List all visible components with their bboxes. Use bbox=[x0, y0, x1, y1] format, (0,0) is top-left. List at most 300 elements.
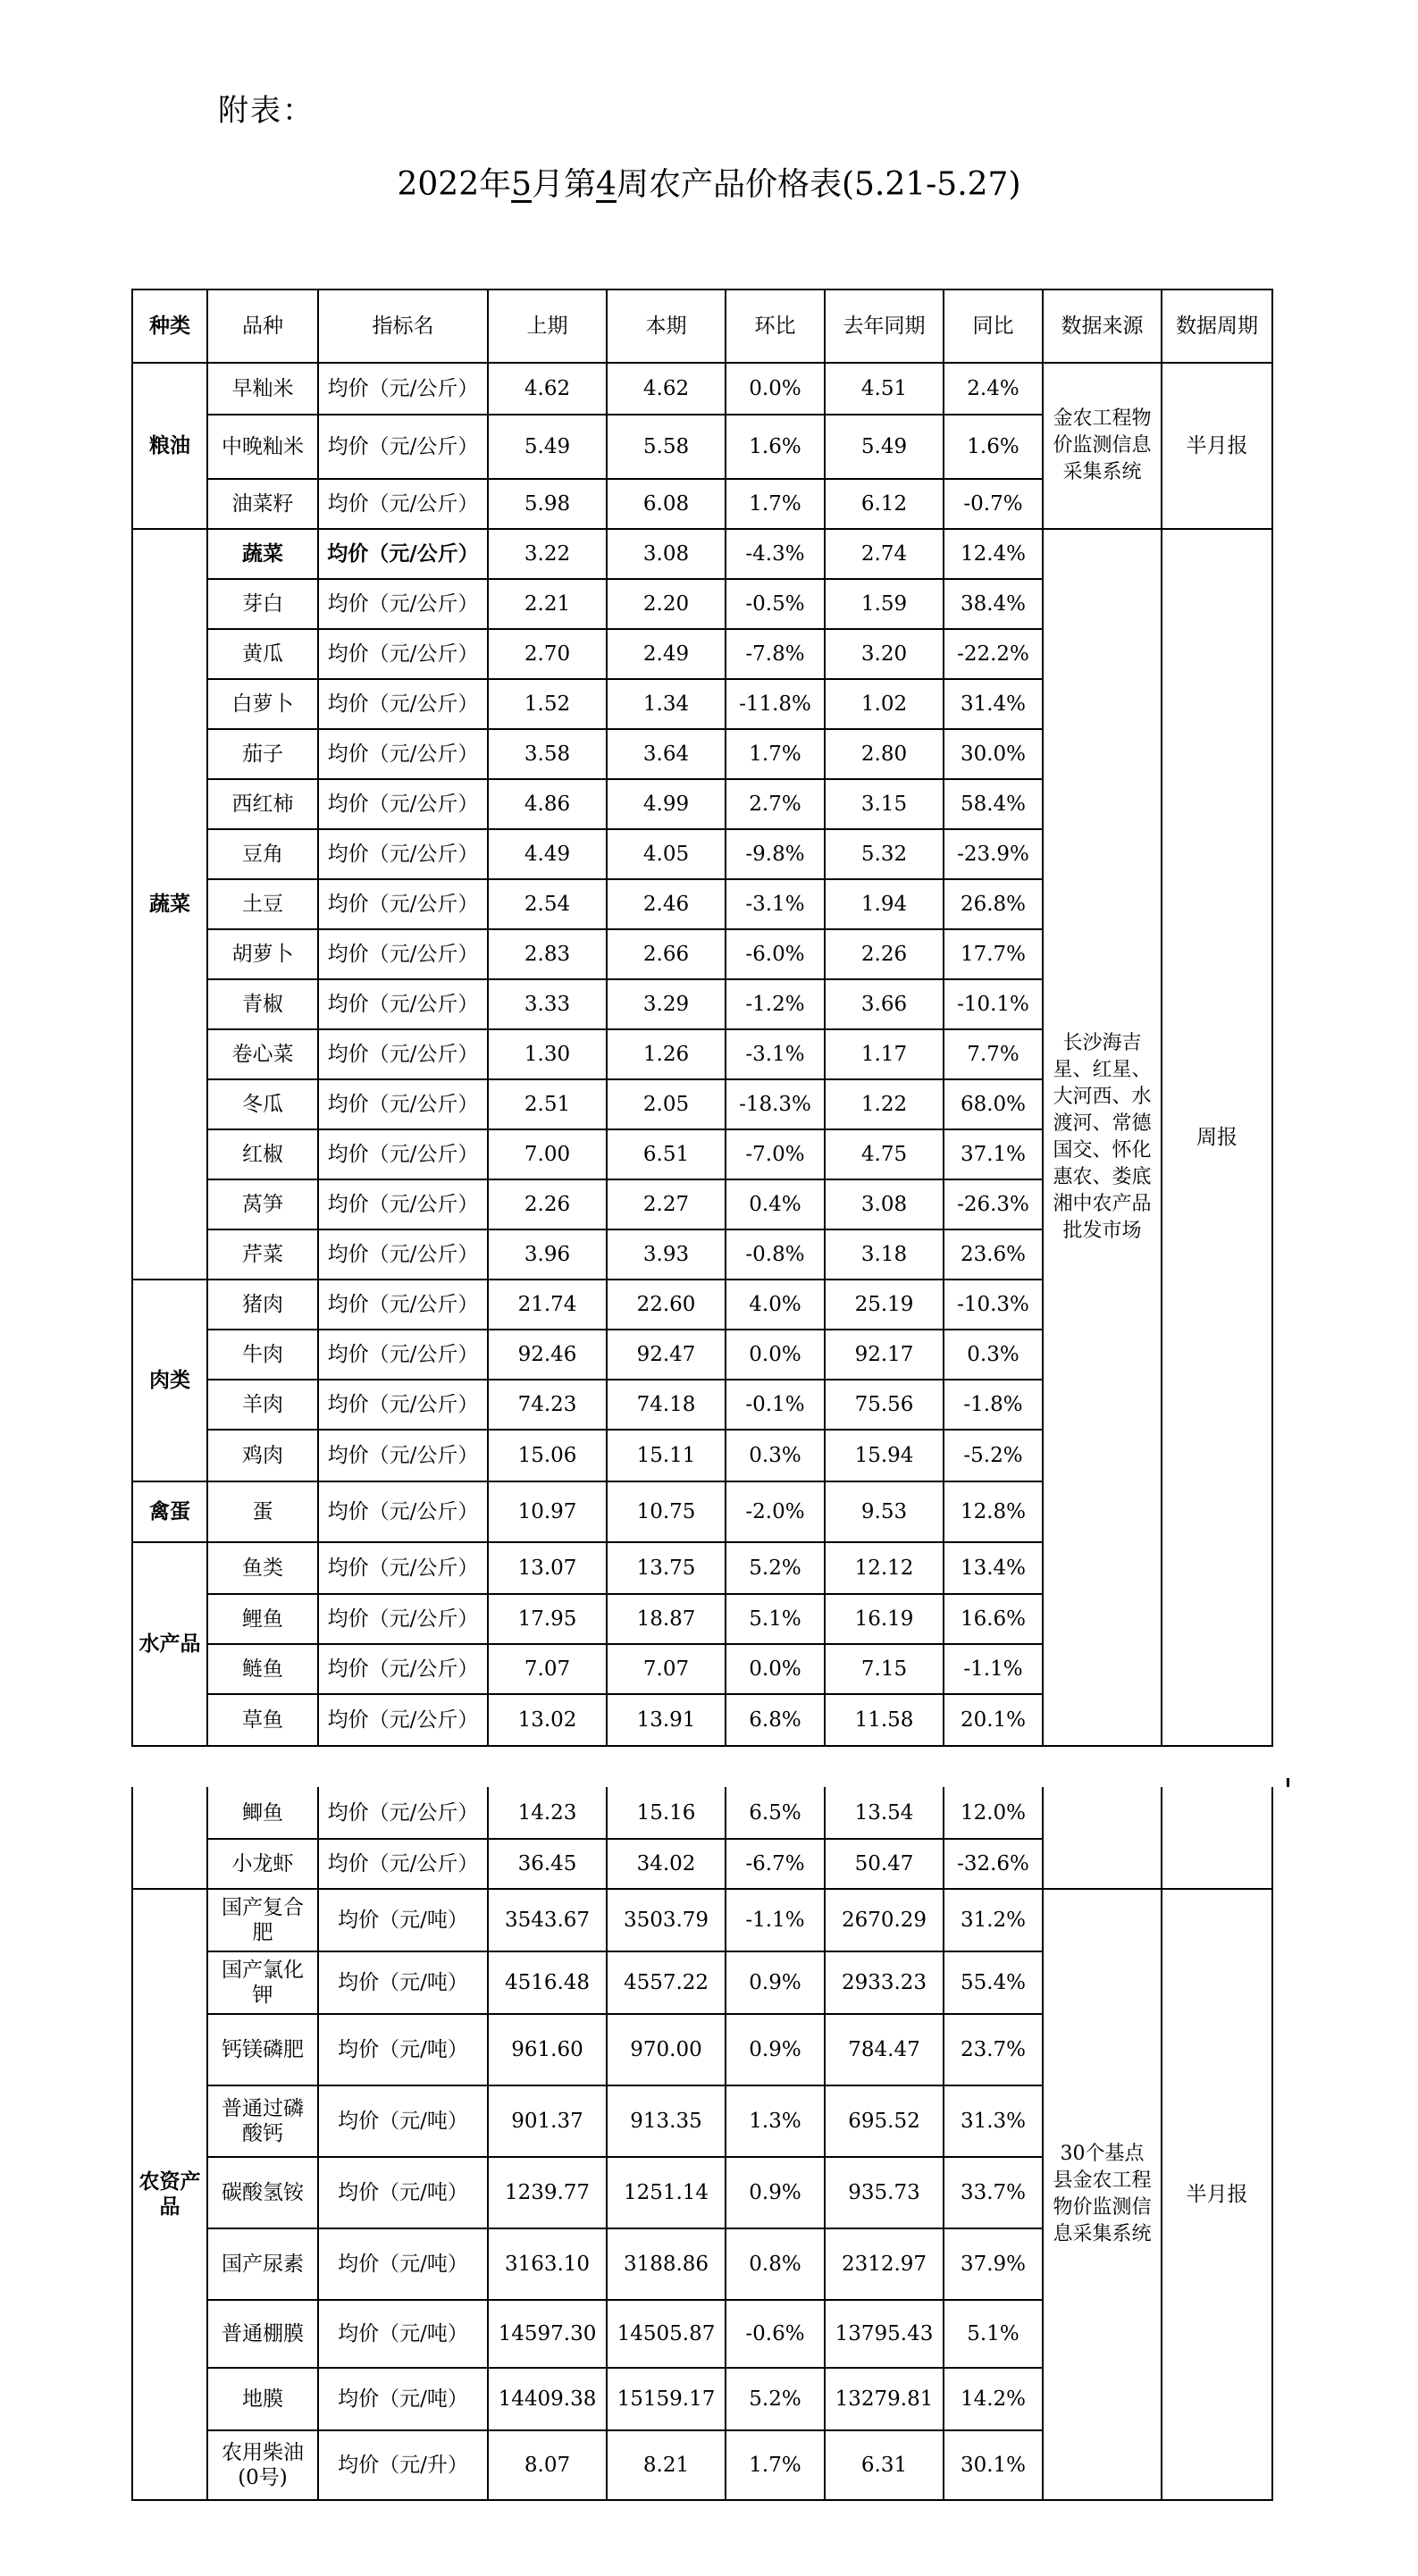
current-cell: 22.60 bbox=[607, 1280, 726, 1330]
variety-cell: 钙镁磷肥 bbox=[207, 2014, 318, 2085]
indicator-cell: 均价（元/公斤） bbox=[318, 729, 488, 779]
indicator-cell: 均价（元/公斤） bbox=[318, 879, 488, 929]
last-year-cell: 5.32 bbox=[825, 829, 944, 879]
indicator-cell: 均价（元/吨） bbox=[318, 1889, 488, 1951]
indicator-cell: 均价（元/公斤） bbox=[318, 829, 488, 879]
variety-cell: 茄子 bbox=[207, 729, 318, 779]
yoy-cell: 30.0% bbox=[944, 729, 1043, 779]
previous-cell: 4.86 bbox=[488, 779, 607, 829]
yoy-cell: 16.6% bbox=[944, 1594, 1043, 1644]
variety-cell: 鲫鱼 bbox=[207, 1787, 318, 1839]
current-cell: 6.51 bbox=[607, 1129, 726, 1179]
variety-cell: 莴笋 bbox=[207, 1179, 318, 1229]
mom-cell: 1.7% bbox=[726, 2430, 825, 2500]
current-cell: 5.58 bbox=[607, 415, 726, 479]
yoy-cell: 23.7% bbox=[944, 2014, 1043, 2085]
current-cell: 8.21 bbox=[607, 2430, 726, 2500]
yoy-cell: -0.7% bbox=[944, 479, 1043, 529]
last-year-cell: 3.15 bbox=[825, 779, 944, 829]
variety-cell: 白萝卜 bbox=[207, 679, 318, 729]
variety-cell: 猪肉 bbox=[207, 1280, 318, 1330]
yoy-cell: 13.4% bbox=[944, 1542, 1043, 1594]
mom-cell: -0.1% bbox=[726, 1380, 825, 1430]
current-cell: 913.35 bbox=[607, 2085, 726, 2157]
previous-cell: 1239.77 bbox=[488, 2157, 607, 2228]
yoy-cell: 33.7% bbox=[944, 2157, 1043, 2228]
mom-cell: -0.8% bbox=[726, 1229, 825, 1280]
yoy-cell: 23.6% bbox=[944, 1229, 1043, 1280]
mom-cell: 6.5% bbox=[726, 1787, 825, 1839]
mom-cell: 2.7% bbox=[726, 779, 825, 829]
yoy-cell: -23.9% bbox=[944, 829, 1043, 879]
variety-cell: 土豆 bbox=[207, 879, 318, 929]
indicator-cell: 均价（元/公斤） bbox=[318, 1481, 488, 1542]
previous-cell: 7.00 bbox=[488, 1129, 607, 1179]
category-cell-grain: 粮油 bbox=[132, 363, 207, 529]
indicator-cell: 均价（元/公斤） bbox=[318, 1644, 488, 1694]
variety-cell: 蔬菜 bbox=[207, 529, 318, 579]
indicator-cell: 均价（元/公斤） bbox=[318, 779, 488, 829]
indicator-cell: 均价（元/公斤） bbox=[318, 1594, 488, 1644]
mom-cell: 0.9% bbox=[726, 2157, 825, 2228]
indicator-cell: 均价（元/公斤） bbox=[318, 1330, 488, 1380]
header-source: 数据来源 bbox=[1043, 289, 1162, 363]
current-cell: 2.49 bbox=[607, 629, 726, 679]
current-cell: 2.05 bbox=[607, 1079, 726, 1129]
category-cell-aqua-continued bbox=[132, 1787, 207, 1889]
variety-cell: 油菜籽 bbox=[207, 479, 318, 529]
previous-cell: 1.30 bbox=[488, 1029, 607, 1079]
previous-cell: 13.07 bbox=[488, 1542, 607, 1594]
last-year-cell: 1.94 bbox=[825, 879, 944, 929]
header-previous: 上期 bbox=[488, 289, 607, 363]
yoy-cell: 37.9% bbox=[944, 2228, 1043, 2300]
title-suffix: 周农产品价格表(5.21-5.27) bbox=[616, 166, 1021, 203]
page-break-mark bbox=[1287, 1778, 1289, 1787]
variety-cell: 羊肉 bbox=[207, 1380, 318, 1430]
mom-cell: -3.1% bbox=[726, 1029, 825, 1079]
last-year-cell: 695.52 bbox=[825, 2085, 944, 2157]
current-cell: 970.00 bbox=[607, 2014, 726, 2085]
last-year-cell: 2.26 bbox=[825, 929, 944, 979]
yoy-cell: 12.8% bbox=[944, 1481, 1043, 1542]
title-month: 5 bbox=[511, 166, 533, 203]
current-cell: 13.91 bbox=[607, 1694, 726, 1746]
previous-cell: 14409.38 bbox=[488, 2368, 607, 2430]
previous-cell: 4516.48 bbox=[488, 1951, 607, 2014]
previous-cell: 2.26 bbox=[488, 1179, 607, 1229]
previous-cell: 15.06 bbox=[488, 1430, 607, 1481]
source-cell-market: 长沙海吉星、红星、大河西、水渡河、常德国交、怀化惠农、娄底湘中农产品批发市场 bbox=[1043, 529, 1162, 1746]
indicator-cell: 均价（元/公斤） bbox=[318, 529, 488, 579]
indicator-cell: 均价（元/公斤） bbox=[318, 1129, 488, 1179]
mom-cell: -0.5% bbox=[726, 579, 825, 629]
yoy-cell: 31.3% bbox=[944, 2085, 1043, 2157]
current-cell: 15159.17 bbox=[607, 2368, 726, 2430]
current-cell: 1.26 bbox=[607, 1029, 726, 1079]
mom-cell: -6.7% bbox=[726, 1839, 825, 1889]
yoy-cell: 31.4% bbox=[944, 679, 1043, 729]
variety-cell: 冬瓜 bbox=[207, 1079, 318, 1129]
last-year-cell: 7.15 bbox=[825, 1644, 944, 1694]
yoy-cell: 7.7% bbox=[944, 1029, 1043, 1079]
previous-cell: 14.23 bbox=[488, 1787, 607, 1839]
indicator-cell: 均价（元/公斤） bbox=[318, 679, 488, 729]
previous-cell: 92.46 bbox=[488, 1330, 607, 1380]
yoy-cell: 0.3% bbox=[944, 1330, 1043, 1380]
indicator-cell: 均价（元/公斤） bbox=[318, 1179, 488, 1229]
period-cell-agri: 半月报 bbox=[1162, 1889, 1272, 2500]
variety-cell: 草鱼 bbox=[207, 1694, 318, 1746]
variety-cell: 普通棚膜 bbox=[207, 2300, 318, 2368]
last-year-cell: 935.73 bbox=[825, 2157, 944, 2228]
indicator-cell: 均价（元/公斤） bbox=[318, 1430, 488, 1481]
indicator-cell: 均价（元/升） bbox=[318, 2430, 488, 2500]
current-cell: 74.18 bbox=[607, 1380, 726, 1430]
yoy-cell: 55.4% bbox=[944, 1951, 1043, 2014]
last-year-cell: 5.49 bbox=[825, 415, 944, 479]
yoy-cell: 31.2% bbox=[944, 1889, 1043, 1951]
current-cell: 10.75 bbox=[607, 1481, 726, 1542]
current-cell: 15.11 bbox=[607, 1430, 726, 1481]
indicator-cell: 均价（元/吨） bbox=[318, 2368, 488, 2430]
table-row bbox=[132, 1889, 1272, 1951]
current-cell: 34.02 bbox=[607, 1839, 726, 1889]
last-year-cell: 1.22 bbox=[825, 1079, 944, 1129]
header-row bbox=[132, 289, 1272, 363]
yoy-cell: 38.4% bbox=[944, 579, 1043, 629]
variety-cell: 碳酸氢铵 bbox=[207, 2157, 318, 2228]
indicator-cell: 均价（元/公斤） bbox=[318, 629, 488, 679]
current-cell: 2.20 bbox=[607, 579, 726, 629]
indicator-cell: 均价（元/吨） bbox=[318, 2085, 488, 2157]
previous-cell: 2.51 bbox=[488, 1079, 607, 1129]
title-mid: 月第 bbox=[532, 166, 597, 203]
variety-cell: 胡萝卜 bbox=[207, 929, 318, 979]
yoy-cell: 20.1% bbox=[944, 1694, 1043, 1746]
yoy-cell: -10.3% bbox=[944, 1280, 1043, 1330]
indicator-cell: 均价（元/吨） bbox=[318, 2300, 488, 2368]
indicator-cell: 均价（元/公斤） bbox=[318, 1839, 488, 1889]
last-year-cell: 15.94 bbox=[825, 1430, 944, 1481]
current-cell: 2.46 bbox=[607, 879, 726, 929]
category-cell-egg: 禽蛋 bbox=[132, 1481, 207, 1542]
previous-cell: 10.97 bbox=[488, 1481, 607, 1542]
current-cell: 2.27 bbox=[607, 1179, 726, 1229]
previous-cell: 2.21 bbox=[488, 579, 607, 629]
mom-cell: 1.7% bbox=[726, 729, 825, 779]
current-cell: 14505.87 bbox=[607, 2300, 726, 2368]
indicator-cell: 均价（元/公斤） bbox=[318, 1280, 488, 1330]
current-cell: 4.62 bbox=[607, 363, 726, 415]
source-cell-grain: 金农工程物价监测信息采集系统 bbox=[1043, 363, 1162, 529]
indicator-cell: 均价（元/吨） bbox=[318, 2014, 488, 2085]
mom-cell: 0.8% bbox=[726, 2228, 825, 2300]
variety-cell: 芽白 bbox=[207, 579, 318, 629]
previous-cell: 21.74 bbox=[488, 1280, 607, 1330]
mom-cell: -7.0% bbox=[726, 1129, 825, 1179]
last-year-cell: 2.80 bbox=[825, 729, 944, 779]
mom-cell: -1.2% bbox=[726, 979, 825, 1029]
variety-cell: 青椒 bbox=[207, 979, 318, 1029]
title-week: 4 bbox=[596, 166, 617, 203]
previous-cell: 961.60 bbox=[488, 2014, 607, 2085]
mom-cell: 6.8% bbox=[726, 1694, 825, 1746]
current-cell: 3.08 bbox=[607, 529, 726, 579]
previous-cell: 3163.10 bbox=[488, 2228, 607, 2300]
last-year-cell: 13795.43 bbox=[825, 2300, 944, 2368]
previous-cell: 2.70 bbox=[488, 629, 607, 679]
current-cell: 13.75 bbox=[607, 1542, 726, 1594]
previous-cell: 8.07 bbox=[488, 2430, 607, 2500]
category-cell-aqua: 水产品 bbox=[132, 1542, 207, 1746]
category-cell-meat: 肉类 bbox=[132, 1280, 207, 1481]
mom-cell: -6.0% bbox=[726, 929, 825, 979]
current-cell: 3503.79 bbox=[607, 1889, 726, 1951]
variety-cell: 国产氯化钾 bbox=[207, 1951, 318, 2014]
mom-cell: -9.8% bbox=[726, 829, 825, 879]
previous-cell: 4.49 bbox=[488, 829, 607, 879]
yoy-cell: 58.4% bbox=[944, 779, 1043, 829]
previous-cell: 17.95 bbox=[488, 1594, 607, 1644]
attachment-label: 附表： bbox=[218, 93, 315, 129]
variety-cell: 普通过磷酸钙 bbox=[207, 2085, 318, 2157]
current-cell: 1251.14 bbox=[607, 2157, 726, 2228]
current-cell: 15.16 bbox=[607, 1787, 726, 1839]
indicator-cell: 均价（元/公斤） bbox=[318, 1787, 488, 1839]
table-row bbox=[132, 1787, 1272, 1839]
mom-cell: -0.6% bbox=[726, 2300, 825, 2368]
variety-cell: 鲤鱼 bbox=[207, 1594, 318, 1644]
mom-cell: 1.6% bbox=[726, 415, 825, 479]
mom-cell: -11.8% bbox=[726, 679, 825, 729]
last-year-cell: 11.58 bbox=[825, 1694, 944, 1746]
current-cell: 3.29 bbox=[607, 979, 726, 1029]
last-year-cell: 2.74 bbox=[825, 529, 944, 579]
yoy-cell: -1.8% bbox=[944, 1380, 1043, 1430]
last-year-cell: 9.53 bbox=[825, 1481, 944, 1542]
yoy-cell: -32.6% bbox=[944, 1839, 1043, 1889]
previous-cell: 3.96 bbox=[488, 1229, 607, 1280]
current-cell: 3.64 bbox=[607, 729, 726, 779]
previous-cell: 4.62 bbox=[488, 363, 607, 415]
mom-cell: 5.1% bbox=[726, 1594, 825, 1644]
mom-cell: 0.9% bbox=[726, 2014, 825, 2085]
variety-cell: 国产尿素 bbox=[207, 2228, 318, 2300]
last-year-cell: 6.31 bbox=[825, 2430, 944, 2500]
category-cell-veg: 蔬菜 bbox=[132, 529, 207, 1280]
variety-cell: 卷心菜 bbox=[207, 1029, 318, 1079]
previous-cell: 2.54 bbox=[488, 879, 607, 929]
indicator-cell: 均价（元/公斤） bbox=[318, 979, 488, 1029]
yoy-cell: -5.2% bbox=[944, 1430, 1043, 1481]
current-cell: 3188.86 bbox=[607, 2228, 726, 2300]
indicator-cell: 均价（元/吨） bbox=[318, 2228, 488, 2300]
current-cell: 7.07 bbox=[607, 1644, 726, 1694]
table-row bbox=[132, 529, 1272, 579]
yoy-cell: -1.1% bbox=[944, 1644, 1043, 1694]
current-cell: 3.93 bbox=[607, 1229, 726, 1280]
yoy-cell: 14.2% bbox=[944, 2368, 1043, 2430]
header-current: 本期 bbox=[607, 289, 726, 363]
previous-cell: 3.22 bbox=[488, 529, 607, 579]
mom-cell: 5.2% bbox=[726, 1542, 825, 1594]
mom-cell: 0.0% bbox=[726, 1644, 825, 1694]
source-cell-market-continued bbox=[1043, 1787, 1162, 1889]
previous-cell: 2.83 bbox=[488, 929, 607, 979]
indicator-cell: 均价（元/公斤） bbox=[318, 1079, 488, 1129]
period-cell-grain: 半月报 bbox=[1162, 363, 1272, 529]
header-mom: 环比 bbox=[726, 289, 825, 363]
mom-cell: 0.0% bbox=[726, 1330, 825, 1380]
current-cell: 4.05 bbox=[607, 829, 726, 879]
mom-cell: -3.1% bbox=[726, 879, 825, 929]
current-cell: 6.08 bbox=[607, 479, 726, 529]
variety-cell: 芹菜 bbox=[207, 1229, 318, 1280]
mom-cell: 0.3% bbox=[726, 1430, 825, 1481]
previous-cell: 5.98 bbox=[488, 479, 607, 529]
variety-cell: 地膜 bbox=[207, 2368, 318, 2430]
last-year-cell: 92.17 bbox=[825, 1330, 944, 1380]
previous-cell: 3.33 bbox=[488, 979, 607, 1029]
indicator-cell: 均价（元/公斤） bbox=[318, 1229, 488, 1280]
current-cell: 92.47 bbox=[607, 1330, 726, 1380]
previous-cell: 14597.30 bbox=[488, 2300, 607, 2368]
yoy-cell: 12.0% bbox=[944, 1787, 1043, 1839]
previous-cell: 13.02 bbox=[488, 1694, 607, 1746]
last-year-cell: 12.12 bbox=[825, 1542, 944, 1594]
header-variety: 品种 bbox=[207, 289, 318, 363]
mom-cell: -1.1% bbox=[726, 1889, 825, 1951]
header-last-year: 去年同期 bbox=[825, 289, 944, 363]
last-year-cell: 1.59 bbox=[825, 579, 944, 629]
last-year-cell: 16.19 bbox=[825, 1594, 944, 1644]
header-indicator: 指标名 bbox=[318, 289, 488, 363]
last-year-cell: 1.17 bbox=[825, 1029, 944, 1079]
indicator-cell: 均价（元/公斤） bbox=[318, 1029, 488, 1079]
variety-cell: 鸡肉 bbox=[207, 1430, 318, 1481]
last-year-cell: 3.66 bbox=[825, 979, 944, 1029]
previous-cell: 74.23 bbox=[488, 1380, 607, 1430]
source-cell-agri: 30个基点县金农工程物价监测信息采集系统 bbox=[1043, 1889, 1162, 2500]
variety-cell: 牛肉 bbox=[207, 1330, 318, 1380]
yoy-cell: -22.2% bbox=[944, 629, 1043, 679]
indicator-cell: 均价（元/公斤） bbox=[318, 929, 488, 979]
variety-cell: 早籼米 bbox=[207, 363, 318, 415]
indicator-cell: 均价（元/公斤） bbox=[318, 1694, 488, 1746]
last-year-cell: 13279.81 bbox=[825, 2368, 944, 2430]
last-year-cell: 2933.23 bbox=[825, 1951, 944, 2014]
last-year-cell: 50.47 bbox=[825, 1839, 944, 1889]
variety-cell: 小龙虾 bbox=[207, 1839, 318, 1889]
mom-cell: 0.9% bbox=[726, 1951, 825, 2014]
yoy-cell: 2.4% bbox=[944, 363, 1043, 415]
price-table-part-2 bbox=[131, 1787, 1273, 2501]
indicator-cell: 均价（元/公斤） bbox=[318, 363, 488, 415]
variety-cell: 国产复合肥 bbox=[207, 1889, 318, 1951]
variety-cell: 鲢鱼 bbox=[207, 1644, 318, 1694]
yoy-cell: 17.7% bbox=[944, 929, 1043, 979]
mom-cell: 4.0% bbox=[726, 1280, 825, 1330]
period-cell-market: 周报 bbox=[1162, 529, 1272, 1746]
mom-cell: 5.2% bbox=[726, 2368, 825, 2430]
last-year-cell: 13.54 bbox=[825, 1787, 944, 1839]
yoy-cell: 1.6% bbox=[944, 415, 1043, 479]
mom-cell: 0.4% bbox=[726, 1179, 825, 1229]
current-cell: 4557.22 bbox=[607, 1951, 726, 2014]
mom-cell: -4.3% bbox=[726, 529, 825, 579]
price-table-part-1 bbox=[131, 289, 1273, 1747]
last-year-cell: 75.56 bbox=[825, 1380, 944, 1430]
previous-cell: 1.52 bbox=[488, 679, 607, 729]
previous-cell: 3.58 bbox=[488, 729, 607, 779]
indicator-cell: 均价（元/公斤） bbox=[318, 479, 488, 529]
variety-cell: 黄瓜 bbox=[207, 629, 318, 679]
yoy-cell: -10.1% bbox=[944, 979, 1043, 1029]
header-period: 数据周期 bbox=[1162, 289, 1272, 363]
last-year-cell: 1.02 bbox=[825, 679, 944, 729]
mom-cell: 1.3% bbox=[726, 2085, 825, 2157]
yoy-cell: 5.1% bbox=[944, 2300, 1043, 2368]
header-yoy: 同比 bbox=[944, 289, 1043, 363]
page-title bbox=[0, 159, 1418, 205]
header-category: 种类 bbox=[132, 289, 207, 363]
last-year-cell: 3.20 bbox=[825, 629, 944, 679]
variety-cell: 红椒 bbox=[207, 1129, 318, 1179]
previous-cell: 901.37 bbox=[488, 2085, 607, 2157]
last-year-cell: 2312.97 bbox=[825, 2228, 944, 2300]
variety-cell: 农用柴油(0号) bbox=[207, 2430, 318, 2500]
variety-cell: 蛋 bbox=[207, 1481, 318, 1542]
period-cell-market-continued bbox=[1162, 1787, 1272, 1889]
current-cell: 1.34 bbox=[607, 679, 726, 729]
last-year-cell: 4.51 bbox=[825, 363, 944, 415]
previous-cell: 36.45 bbox=[488, 1839, 607, 1889]
table-row bbox=[132, 363, 1272, 415]
last-year-cell: 784.47 bbox=[825, 2014, 944, 2085]
current-cell: 2.66 bbox=[607, 929, 726, 979]
variety-cell: 鱼类 bbox=[207, 1542, 318, 1594]
previous-cell: 3543.67 bbox=[488, 1889, 607, 1951]
mom-cell: -7.8% bbox=[726, 629, 825, 679]
current-cell: 4.99 bbox=[607, 779, 726, 829]
yoy-cell: 12.4% bbox=[944, 529, 1043, 579]
yoy-cell: 68.0% bbox=[944, 1079, 1043, 1129]
last-year-cell: 6.12 bbox=[825, 479, 944, 529]
mom-cell: 0.0% bbox=[726, 363, 825, 415]
yoy-cell: 37.1% bbox=[944, 1129, 1043, 1179]
current-cell: 18.87 bbox=[607, 1594, 726, 1644]
previous-cell: 7.07 bbox=[488, 1644, 607, 1694]
mom-cell: -18.3% bbox=[726, 1079, 825, 1129]
indicator-cell: 均价（元/公斤） bbox=[318, 579, 488, 629]
indicator-cell: 均价（元/吨） bbox=[318, 1951, 488, 2014]
mom-cell: -2.0% bbox=[726, 1481, 825, 1542]
indicator-cell: 均价（元/吨） bbox=[318, 2157, 488, 2228]
last-year-cell: 3.18 bbox=[825, 1229, 944, 1280]
indicator-cell: 均价（元/公斤） bbox=[318, 1380, 488, 1430]
yoy-cell: 26.8% bbox=[944, 879, 1043, 929]
variety-cell: 豆角 bbox=[207, 829, 318, 879]
title-prefix: 2022年 bbox=[397, 166, 512, 203]
last-year-cell: 4.75 bbox=[825, 1129, 944, 1179]
variety-cell: 中晚籼米 bbox=[207, 415, 318, 479]
indicator-cell: 均价（元/公斤） bbox=[318, 415, 488, 479]
yoy-cell: -26.3% bbox=[944, 1179, 1043, 1229]
previous-cell: 5.49 bbox=[488, 415, 607, 479]
indicator-cell: 均价（元/公斤） bbox=[318, 1542, 488, 1594]
last-year-cell: 2670.29 bbox=[825, 1889, 944, 1951]
